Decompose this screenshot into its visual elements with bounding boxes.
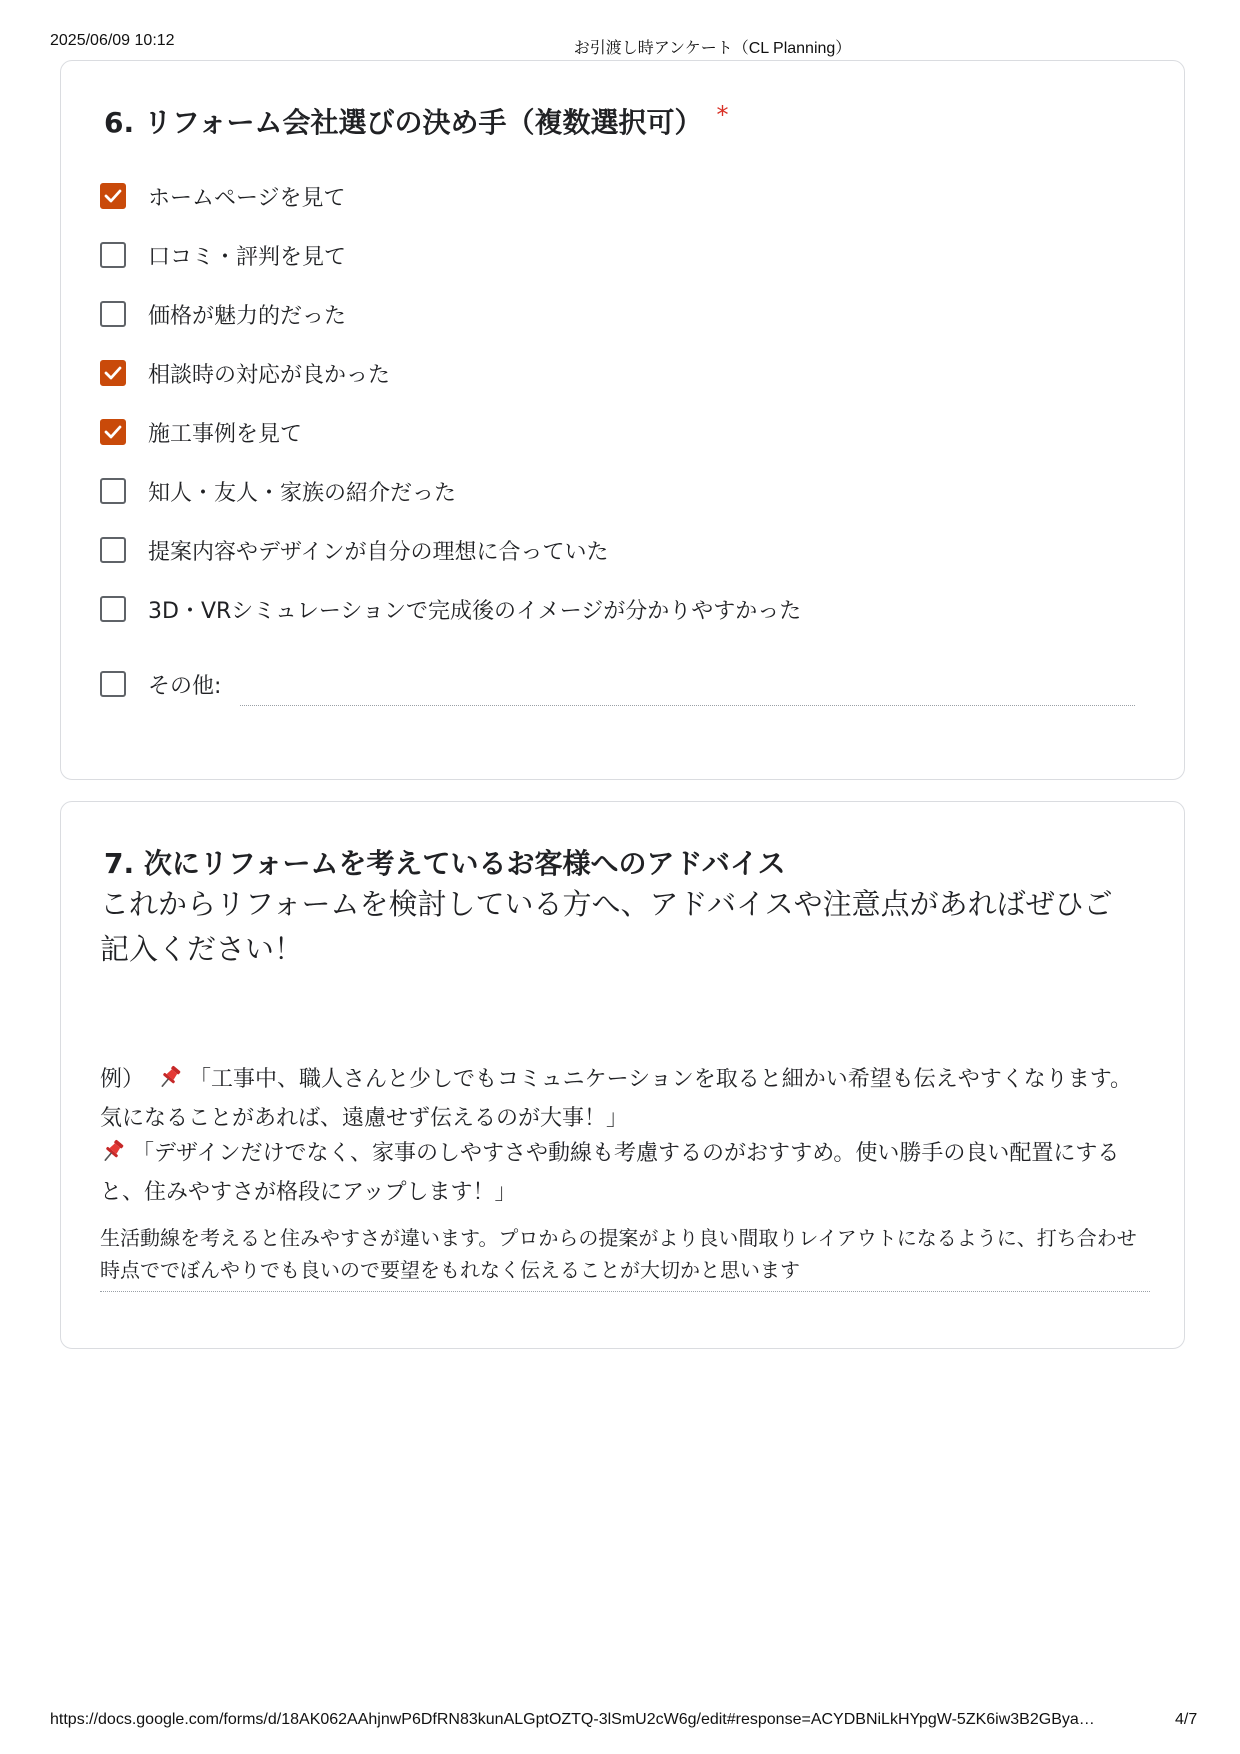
checkbox[interactable] xyxy=(100,419,126,445)
question-title: 6. リフォーム会社選びの決め手（複数選択可） * xyxy=(104,101,729,139)
example-2: 「デザインだけでなく、家事のしやすさや動線も考慮するのがおすすめ。使い勝手の良い配置にすると、住みやすさが格段にアップします！」 xyxy=(100,1141,1120,1205)
option-label: 価格が魅力的だった xyxy=(148,303,347,329)
option-label: 相談時の対応が良かった xyxy=(148,362,391,388)
check-icon xyxy=(103,363,123,383)
checkbox-option[interactable] xyxy=(100,589,801,629)
option-label: 提案内容やデザインが自分の理想に合っていた xyxy=(148,539,609,565)
checkbox-option[interactable] xyxy=(100,530,608,570)
checkbox[interactable] xyxy=(100,242,126,268)
required-asterisk: * xyxy=(716,101,729,129)
checkbox-option[interactable] xyxy=(100,471,456,511)
checkbox-option[interactable] xyxy=(100,176,346,216)
checkbox[interactable] xyxy=(100,183,126,209)
option-label: 3D・VRシミュレーションで完成後のイメージが分かりやすかった xyxy=(148,598,802,624)
page-url: https://docs.google.com/forms/d/18AK062AAhjnwP6DfRN83kunALGptOZTQ-3lSmU2cW6g/edit#response=ACYDBNiLkHYpgW-5ZK6iw3B2GBya… xyxy=(50,1711,1095,1728)
checkbox[interactable] xyxy=(100,301,126,327)
question-description: これからリフォームを検討している方へ、アドバイスや注意点があればぜひご記入ください！ xyxy=(100,887,1113,966)
checkbox-option[interactable] xyxy=(100,235,346,275)
print-title: お引渡し時アンケート（CL Planning） xyxy=(573,40,852,57)
option-label: 施工事例を見て xyxy=(148,421,303,447)
checkbox-option-other[interactable] xyxy=(100,664,221,704)
example-1: 「工事中、職人さんと少しでもコミュニケーションを取ると細かい希望も伝えやすくなります。気になることがあれば、遠慮せず伝えるのが大事！」 xyxy=(100,1067,1132,1131)
example-prefix: 例） xyxy=(100,1067,145,1092)
checkbox-option[interactable] xyxy=(100,412,302,452)
option-label: ホームページを見て xyxy=(148,185,346,211)
checkbox[interactable] xyxy=(100,360,126,386)
example-text xyxy=(100,1062,1140,1210)
check-icon xyxy=(103,186,123,206)
checkbox[interactable] xyxy=(100,596,126,622)
page-number: 4/7 xyxy=(1175,1711,1198,1728)
checkbox[interactable] xyxy=(100,671,126,697)
answer-underline xyxy=(100,1291,1150,1292)
question-card-7 xyxy=(60,801,1185,1349)
pushpin-icon xyxy=(157,1064,183,1101)
checkbox-option[interactable] xyxy=(100,353,390,393)
other-text-field[interactable] xyxy=(240,705,1135,706)
option-label: 知人・友人・家族の紹介だった xyxy=(148,480,457,506)
answer-text-field[interactable]: 生活動線を考えると住みやすさが違います。プロからの提案がより良い間取りレイアウトになるように、打ち合わせ時点ででぼんやりでも良いので要望をもれなく伝えることが大切かと思います xyxy=(100,1226,1137,1282)
pushpin-icon xyxy=(100,1138,126,1175)
check-icon xyxy=(103,422,123,442)
checkbox[interactable] xyxy=(100,537,126,563)
option-label: その他: xyxy=(148,673,222,699)
checkbox-option[interactable] xyxy=(100,294,346,334)
print-datetime: 2025/06/09 10:12 xyxy=(50,32,175,49)
question-card-6 xyxy=(60,60,1185,780)
option-label: 口コミ・評判を見て xyxy=(148,244,347,270)
checkbox[interactable] xyxy=(100,478,126,504)
question-title: 7. 次にリフォームを考えているお客様へのアドバイス xyxy=(104,847,786,880)
